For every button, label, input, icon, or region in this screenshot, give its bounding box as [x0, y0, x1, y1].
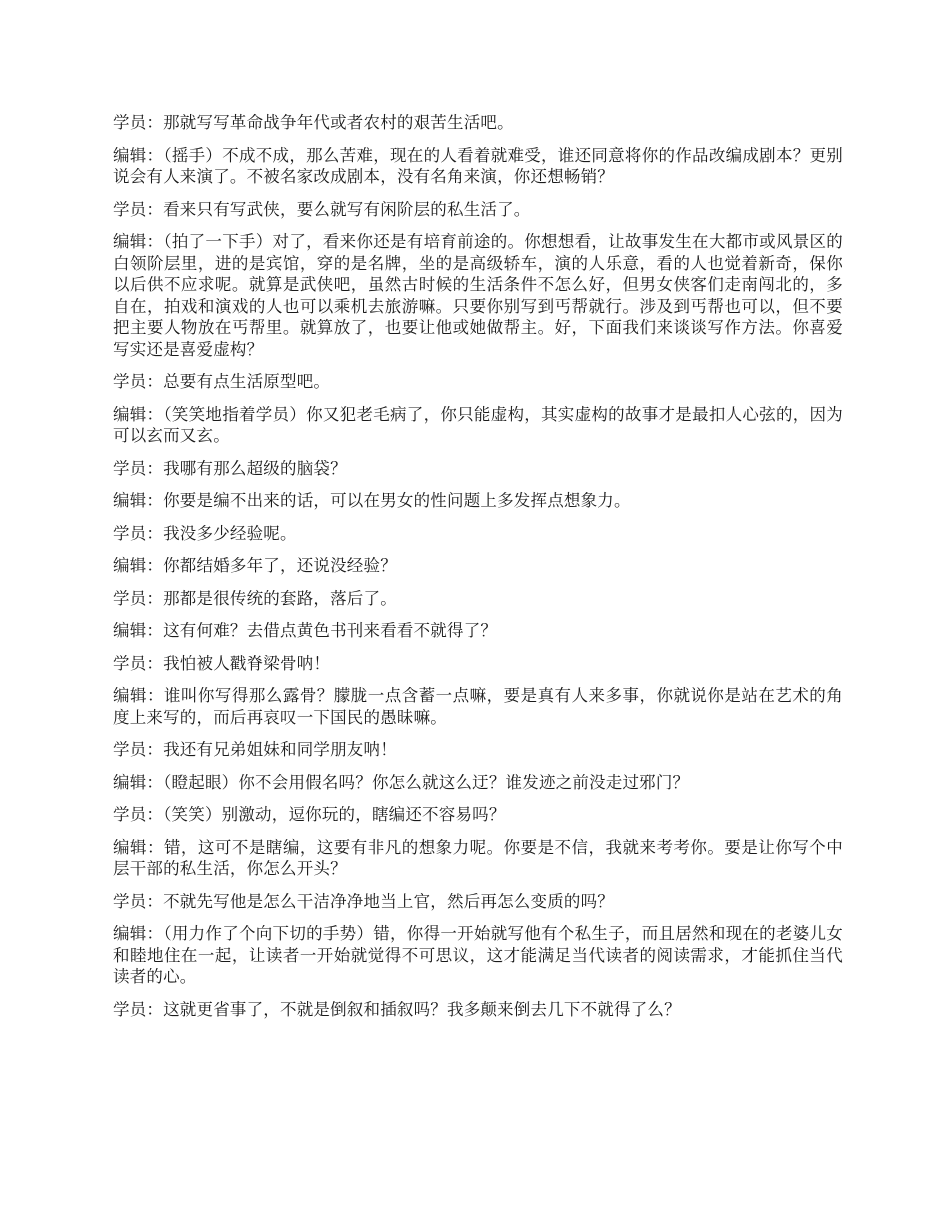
dialogue-paragraph: 编辑：错，这可不是瞎编，这要有非凡的想象力呢。你要是不信，我就来考考你。要是让你写个中层干部的私生活，你怎么开头？ [113, 837, 843, 878]
dialogue-paragraph: 学员：不就先写他是怎么干洁净净地当上官，然后再怎么变质的吗？ [113, 891, 614, 911]
dialogue-paragraph: 学员：我还有兄弟姐妹和同学朋友呐！ [113, 740, 397, 759]
dialogue-paragraph: 学员：我哪有那么超级的脑袋？ [113, 458, 347, 478]
dialogue-paragraph: 编辑：谁叫你写得那么露骨？朦胧一点含蓄一点嘛，要是真有人来多事，你就说你是站在艺术的角度上来写的，而后再哀叹一下国民的愚昧嘛。 [113, 686, 843, 727]
dialogue-paragraph: 编辑：你要是编不出来的话，可以在男女的性问题上多发挥点想象力。 [113, 491, 631, 510]
dialogue-paragraph: 编辑：（笑笑地指着学员）你又犯老毛病了，你只能虚构，其实虚构的故事才是最扣人心弦的，因为可以玄而又玄。 [113, 404, 843, 445]
dialogue-paragraph: 编辑：（摇手）不成不成，那么苦难，现在的人看着就难受，谁还同意将你的作品改编成剧本？更别说会有人来演了。不被名家改成剧本，没有名角来演，你还想畅销？ [113, 145, 843, 186]
dialogue-paragraph: 学员：那就写写革命战争年代或者农村的艰苦生活吧。 [113, 113, 514, 132]
dialogue-paragraph: 学员：（笑笑）别激动，逗你玩的，瞎编还不容易吗？ [113, 805, 506, 824]
document-body [113, 112, 843, 1031]
dialogue-paragraph: 学员：那都是很传统的套路，落后了。 [113, 588, 397, 608]
dialogue-paragraph: 学员：总要有点生活原型吧。 [113, 372, 331, 391]
dialogue-paragraph: 编辑：（拍了一下手）对了，看来你还是有培育前途的。你想想看，让故事发生在大都市或风景区的白领阶层里，进的是宾馆，穿的是名牌，坐的是高级轿车，演的人乐意，看的人也觉着新奇，保你以后供不应求呢。就算是武侠吧，虽然古时候的生活条件不怎么好，但男女侠客们走南闯北的，多自在，拍戏和演戏的人也可以乘机去旅游嘛。只要你别写到丐帮就行。涉及到丐帮也可以，但不要把主要人物放在丐帮里。就算放了，也要让他或她做帮主。好，下面我们来谈谈写作方法。你喜爱写实还是喜爱虚构？ [113, 232, 843, 359]
dialogue-paragraph: 学员：看来只有写武侠，要么就写有闲阶层的私生活了。 [113, 199, 531, 219]
dialogue-paragraph: 编辑：你都结婚多年了，还说没经验？ [113, 556, 397, 575]
dialogue-paragraph: 学员：这就更省事了，不就是倒叙和插叙吗？我多颠来倒去几下不就得了么？ [113, 999, 681, 1019]
dialogue-paragraph: 编辑：这有何难？去借点黄色书刊来看看不就得了？ [113, 621, 498, 640]
dialogue-paragraph: 学员：我没多少经验呢。 [113, 523, 297, 543]
dialogue-paragraph: 编辑：（用力作了个向下切的手势）错，你得一开始就写他有个私生子，而且居然和现在的老婆儿女和睦地住在一起，让读者一开始就觉得不可思议，这才能满足当代读者的阅读需求，才能抓住当代读者的心。 [113, 924, 843, 986]
dialogue-paragraph: 编辑：（瞪起眼）你不会用假名吗？你怎么就这么迂？谁发迹之前没走过邪门？ [113, 772, 690, 792]
dialogue-paragraph: 学员：我怕被人戳脊梁骨呐！ [113, 653, 331, 673]
